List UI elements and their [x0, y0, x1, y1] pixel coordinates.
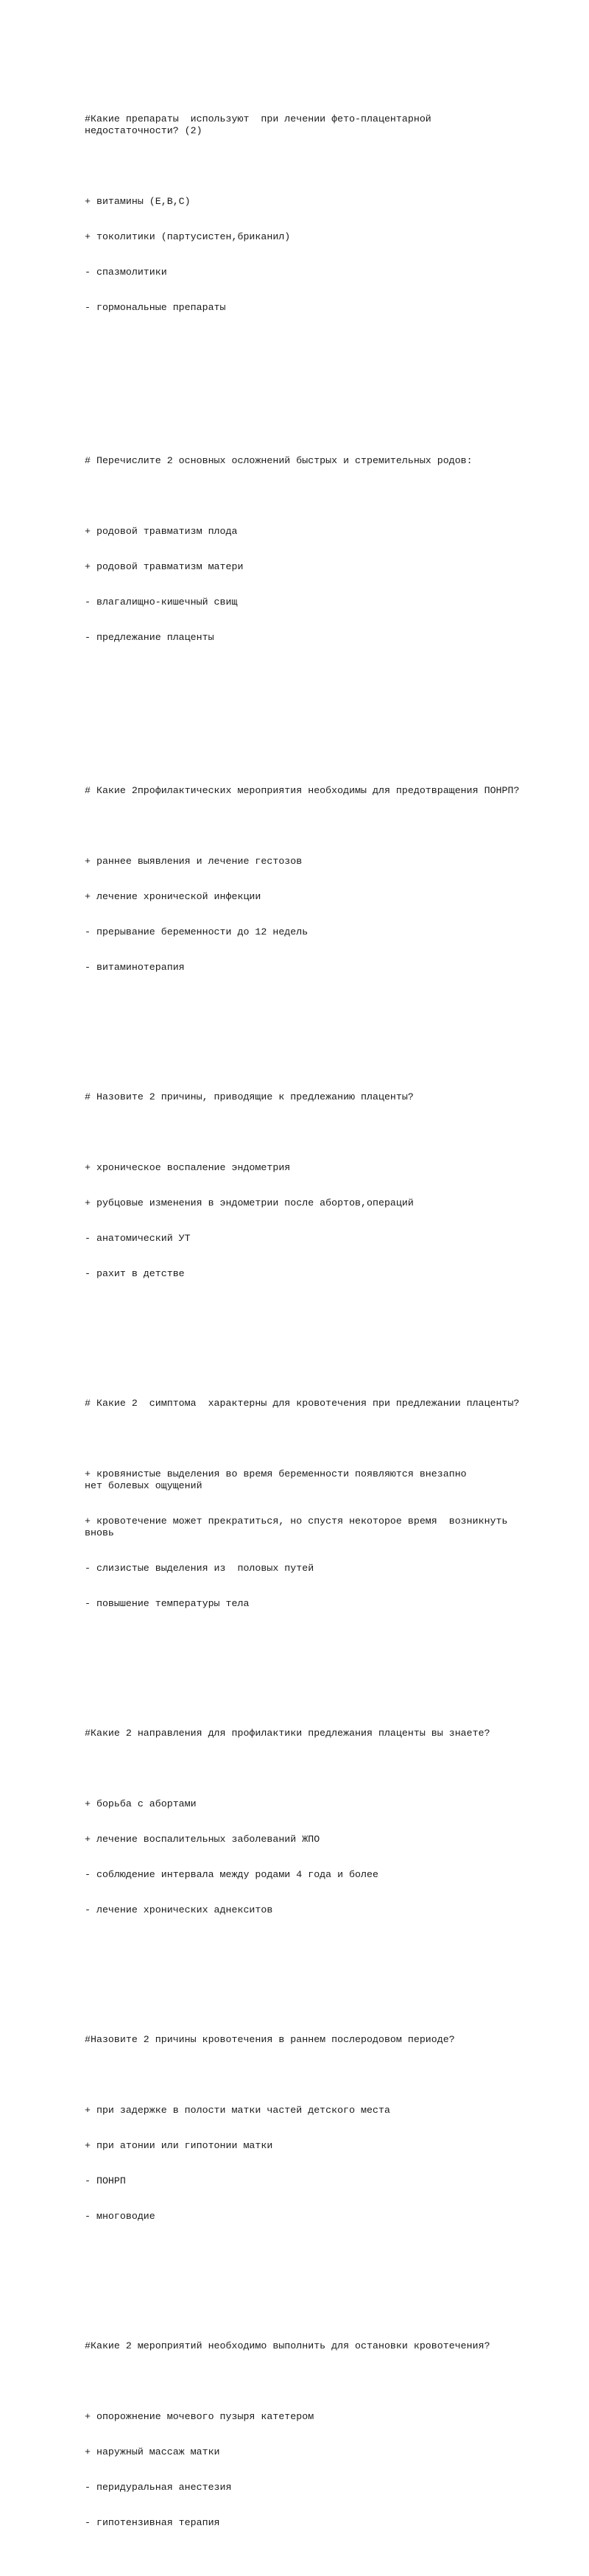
- answer-option: + хроническое воспаление эндометрия: [85, 1162, 291, 1173]
- answer-option: + лечение воспалительных заболеваний ЖПО: [85, 1834, 320, 1845]
- answer-option: - многоводие: [85, 2211, 155, 2222]
- question-text: #Назовите 2 причины кровотечения в раннем послеродовом периоде?: [85, 2034, 455, 2045]
- answer-option: - предлежание плаценты: [85, 632, 214, 643]
- question-text: # Назовите 2 причины, приводящие к предлежанию плаценты?: [85, 1091, 414, 1102]
- question-block-5: [85, 1374, 571, 1633]
- question-block-8: [85, 2317, 571, 2552]
- answer-option: - влагалищно-кишечный свищ: [85, 597, 238, 608]
- answer-option: + наружный массаж матки: [85, 2446, 220, 2457]
- question-block-7: [85, 2010, 571, 2246]
- answer-option: - гипотензивная терапия: [85, 2517, 220, 2528]
- question-block-3: [85, 761, 571, 997]
- question-text: #Какие препараты используют при лечении фето-плацентарной недостаточности? (2): [85, 113, 431, 136]
- document-page: [85, 54, 571, 2576]
- answer-option: - перидуральная анестезия: [85, 2482, 232, 2493]
- answer-option: + родовой травматизм матери: [85, 561, 244, 572]
- answer-option: + токолитики (партусистен,бриканил): [85, 231, 291, 242]
- answer-option: - соблюдение интервала между родами 4 года и более: [85, 1869, 378, 1880]
- answer-option: - лечение хронических аднекситов: [85, 1904, 273, 1915]
- question-text: # Какие 2профилактических мероприятия необходимы для предотвращения ПОНРП?: [85, 785, 520, 796]
- answer-option: + кровянистые выделения во время беременности появляются внезапно нет болевых ощущений: [85, 1468, 467, 1491]
- answer-option: + при задержке в полости матки частей детского места: [85, 2105, 390, 2116]
- answer-option: - анатомический УТ: [85, 1233, 191, 1244]
- question-text: #Какие 2 направления для профилактики предлежания плаценты вы знаете?: [85, 1728, 490, 1739]
- answer-option: + родовой травматизм плода: [85, 526, 238, 537]
- answer-option: + лечение хронической инфекции: [85, 891, 261, 902]
- question-text: #Какие 2 мероприятий необходимо выполнить для остановки кровотечения?: [85, 2340, 490, 2351]
- answer-option: - рахит в детстве: [85, 1268, 185, 1279]
- question-block-2: [85, 432, 571, 667]
- answer-option: - ПОНРП: [85, 2175, 126, 2186]
- answer-option: - спазмолитики: [85, 267, 167, 278]
- question-text: # Какие 2 симптома характерны для кровотечения при предлежании плаценты?: [85, 1398, 520, 1409]
- answer-option: - прерывание беременности до 12 недель: [85, 926, 308, 937]
- answer-option: - повышение температуры тела: [85, 1598, 250, 1609]
- answer-option: + рубцовые изменения в эндометрии после абортов,операций: [85, 1197, 414, 1208]
- question-block-4: [85, 1068, 571, 1303]
- question-block-6: [85, 1704, 571, 1940]
- answer-option: - витаминотерапия: [85, 962, 185, 973]
- answer-option: + при атонии или гипотонии матки: [85, 2140, 273, 2151]
- answer-option: - слизистые выделения из половых путей: [85, 1563, 314, 1574]
- question-block-1: [85, 90, 571, 337]
- answer-option: + борьба с абортами: [85, 1798, 197, 1809]
- question-text: # Перечислите 2 основных осложнений быстрых и стремительных родов:: [85, 455, 473, 466]
- answer-option: + витамины (Е,В,С): [85, 196, 191, 207]
- answer-option: + опорожнение мочевого пузыря катетером: [85, 2411, 314, 2422]
- answer-option: - гормональные препараты: [85, 302, 226, 313]
- answer-option: + раннее выявления и лечение гестозов: [85, 856, 303, 867]
- answer-option: + кровотечение может прекратиться, но спустя некоторое время возникнуть вновь: [85, 1516, 508, 1538]
